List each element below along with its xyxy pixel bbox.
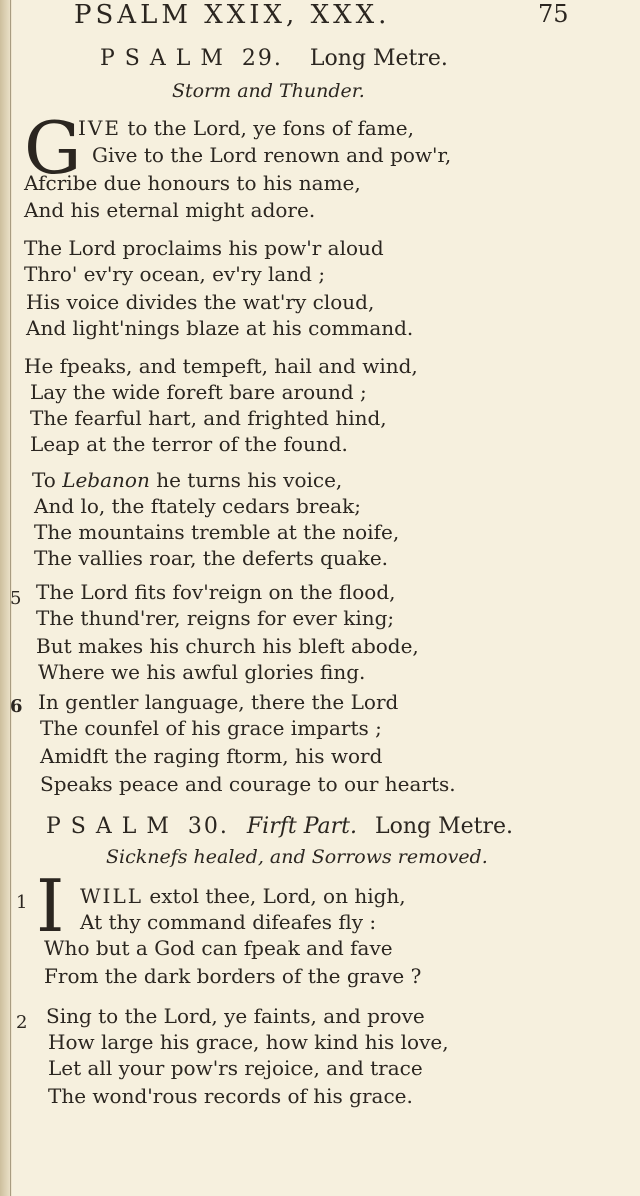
psalm-30-line-4: From the dark borders of the grave ? [44, 964, 422, 988]
psalm-29-heading: PSALM [100, 46, 233, 71]
psalm-29-line-13-rest: he turns his voice, [156, 468, 343, 492]
psalm-29-line-1 [78, 116, 414, 140]
running-head: PSALM XXIX, XXX. [74, 0, 391, 30]
psalm-30-first-word: WILL [80, 884, 144, 908]
psalm-29-line-23: Amidft the raging ftorm, his word [40, 744, 383, 768]
psalm-30-line-1-text: extol thee, Lord, on high, [149, 884, 406, 908]
psalm-30-heading: PSALM [46, 814, 179, 839]
page-number: 75 [538, 0, 569, 28]
psalm-29-line-18: The thund'rer, reigns for ever king; [36, 606, 395, 630]
verse-number-1: 1 [16, 892, 28, 913]
psalm-29-line-15: The mountains tremble at the noife, [34, 520, 400, 544]
psalm-29-line-12: Leap at the terror of the found. [30, 432, 348, 456]
psalm-29-line-7: His voice divides the wat'ry cloud, [26, 290, 375, 314]
psalm-30-line-5: Sing to the Lord, ye faints, and prove [46, 1004, 425, 1028]
psalm-29-line-6: Thro' ev'ry ocean, ev'ry land ; [24, 262, 326, 286]
psalm-30-title [46, 814, 513, 839]
psalm-29-line-11: The fearful hart, and frighted hind, [30, 406, 387, 430]
psalm-29-line-5: The Lord proclaims his pow'r aloud [24, 236, 384, 260]
psalm-30-number: 30. [187, 814, 229, 839]
psalm-29-line-17: The Lord fits fov'reign on the flood, [36, 580, 396, 604]
psalm-29-line-4: And his eternal might adore. [24, 198, 316, 222]
psalm-29-metre: Long Metre. [309, 46, 448, 71]
psalm-29-first-word: IVE [78, 116, 121, 140]
psalm-30-line-8: The wond'rous records of his grace. [48, 1084, 413, 1108]
psalm-29-line-1-text: to the Lord, ye fons of fame, [127, 116, 414, 140]
psalm-30-line-7: Let all your pow'rs rejoice, and trace [48, 1056, 423, 1080]
psalm-29-line-3: Afcribe due honours to his name, [24, 171, 361, 195]
psalm-30-dropcap: I [36, 864, 65, 948]
psalm-29-title [100, 46, 448, 71]
lebanon-word: Lebanon [62, 468, 150, 492]
verse-number-6: 6 [10, 696, 23, 717]
psalm-29-line-2: Give to the Lord renown and pow'r, [92, 143, 452, 167]
psalm-29-line-20: Where we his awful glories fing. [38, 660, 366, 684]
psalm-30-line-1 [80, 884, 406, 908]
psalm-29-line-21: In gentler language, there the Lord [38, 690, 399, 714]
verse-number-2: 2 [16, 1012, 28, 1033]
psalm-29-line-8: And light'nings blaze at his command. [26, 316, 414, 340]
verse-number-5: 5 [10, 588, 22, 609]
psalm-30-subtitle: Sicknefs healed, and Sorrows removed. [106, 846, 488, 868]
psalm-29-line-16: The vallies roar, the deferts quake. [34, 546, 389, 570]
psalm-29-line-14: And lo, the ftately cedars break; [34, 494, 361, 518]
psalm-29-line-13-to: To [32, 468, 56, 492]
psalm-29-number: 29. [241, 46, 283, 71]
psalm-30-line-3: Who but a God can fpeak and fave [44, 936, 393, 960]
psalm-29-line-19: But makes his church his bleft abode, [36, 634, 419, 658]
psalm-29-line-13 [32, 468, 342, 492]
psalm-29-line-24: Speaks peace and courage to our hearts. [40, 772, 456, 796]
psalm-29-line-22: The counfel of his grace imparts ; [40, 716, 382, 740]
psalm-29-line-9: He fpeaks, and tempeft, hail and wind, [24, 354, 418, 378]
psalm-29-subtitle: Storm and Thunder. [172, 80, 365, 102]
psalm-29-line-10: Lay the wide foreft bare around ; [30, 380, 367, 404]
psalm-30-line-6: How large his grace, how kind his love, [48, 1030, 449, 1054]
psalm-30-part: Firft Part. [246, 814, 357, 839]
psalm-30-metre: Long Metre. [374, 814, 513, 839]
psalm-29-dropcap: G [24, 106, 82, 190]
psalm-30-line-2: At thy command difeafes fly : [80, 910, 377, 934]
